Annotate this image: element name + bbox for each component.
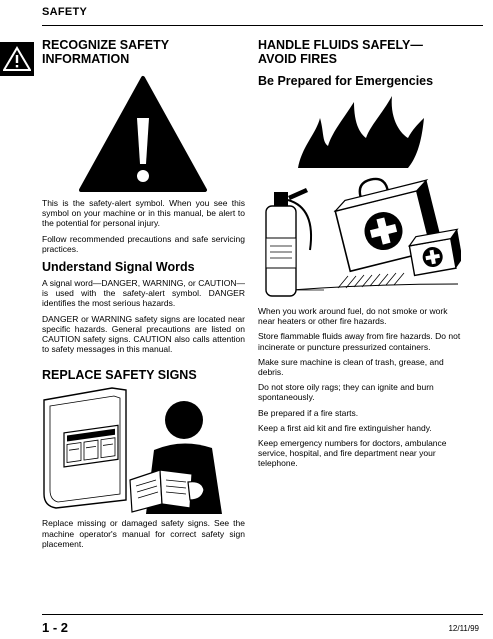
footer-rule <box>42 614 483 615</box>
section-header: SAFETY <box>42 6 88 18</box>
header-rule <box>42 25 483 26</box>
paragraph-alert-symbol: This is the safety-alert symbol. When you see this symbol on your machine or in this manual, be alert to the potential for personal injury. <box>42 198 245 229</box>
heading-handle-fluids: HANDLE FLUIDS SAFELY—AVOID FIRES <box>258 38 423 66</box>
replace-signs-illustration <box>42 382 245 514</box>
fire-extinguisher-first-aid-illustration <box>258 172 461 304</box>
paragraph-clean-machine: Make sure machine is clean of trash, grease, and debris. <box>258 356 444 378</box>
paragraph-signal-word: A signal word—DANGER, WARNING, or CAUTION—is used with the safety-alert symbol. DANGER identifies the most serious hazards. <box>42 278 245 309</box>
heading-signal-words: Understand Signal Words <box>42 260 195 275</box>
paragraph-replace-signs: Replace missing or damaged safety signs. See the machine operator's manual for correct safety sign placement. <box>42 518 245 549</box>
page-number: 1 - 2 <box>42 620 69 635</box>
right-column <box>258 38 461 474</box>
heading-be-prepared: Be Prepared for Emergencies <box>258 74 434 88</box>
fire-flames-icon <box>258 88 461 172</box>
revision-date: 12/11/99 <box>448 624 479 633</box>
section-tab <box>0 42 34 76</box>
heading-replace-signs: REPLACE SAFETY SIGNS <box>42 368 197 383</box>
left-column <box>42 38 245 554</box>
paragraph-fuel: When you work around fuel, do not smoke or work near heaters or other fire hazards. <box>258 306 448 327</box>
paragraph-first-aid-kit: Keep a first aid kit and fire extinguisher handy. <box>258 422 432 433</box>
paragraph-oily-rags: Do not store oily rags; they can ignite and burn spontaneously. <box>258 382 434 403</box>
warning-triangle-icon <box>3 46 31 72</box>
paragraph-emergency-numbers: Keep emergency numbers for doctors, ambulance service, hospital, and fire department near your telephone. <box>258 438 447 469</box>
paragraph-fire-starts: Be prepared if a fire starts. <box>258 407 359 418</box>
safety-alert-symbol-icon <box>42 66 245 198</box>
paragraph-danger-warning: DANGER or WARNING safety signs are located near specific hazards. General precautions are listed on CAUTION safety signs. CAUTION also calls attention to safety messages in this manual. <box>42 313 245 355</box>
heading-recognize-safety: RECOGNIZE SAFETY INFORMATION <box>42 38 169 66</box>
paragraph-follow-precautions: Follow recommended precautions and safe servicing practices. <box>42 233 245 254</box>
paragraph-flammable-fluids: Store flammable fluids away from fire hazards. Do not incinerate or puncture pressurized containers. <box>258 331 461 352</box>
